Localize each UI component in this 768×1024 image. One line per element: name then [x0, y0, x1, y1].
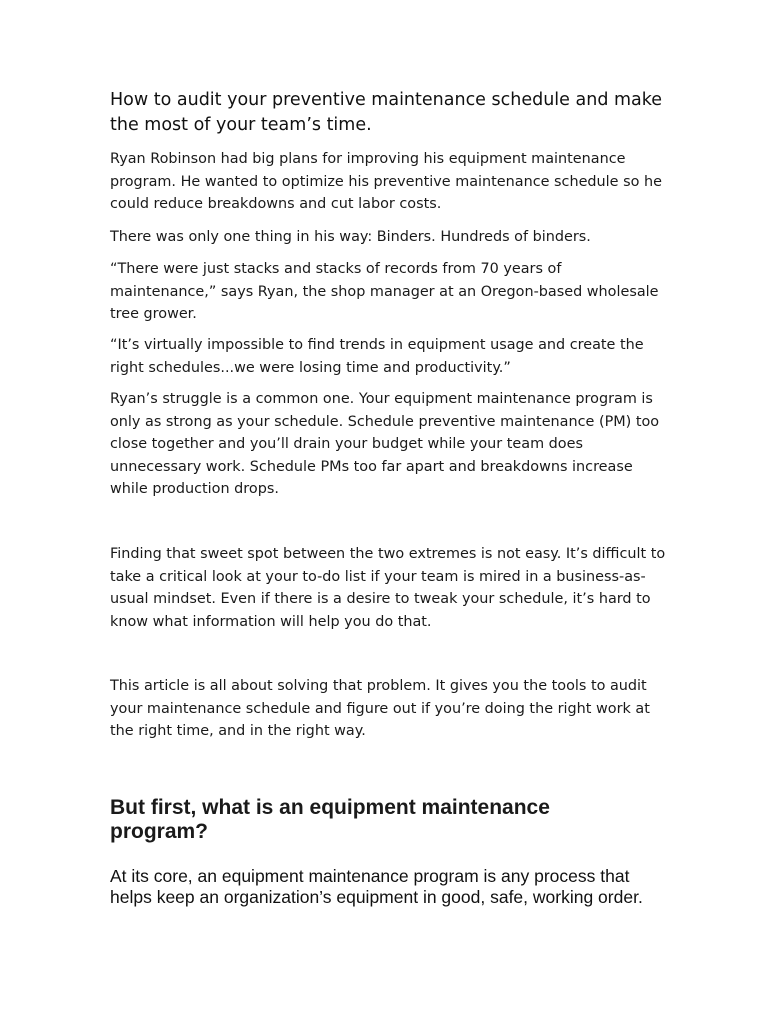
paragraph-intro: Ryan Robinson had big plans for improving his equipment maintenance program. He wanted to optimize his preventive maintenance schedule so he could reduce breakdowns and cut labor costs. [110, 151, 662, 212]
paragraph-binders: There was only one thing in his way: Binders. Hundreds of binders. [110, 229, 591, 245]
section-heading: But first, what is an equipment maintenance program? [110, 796, 550, 843]
paragraph-article-purpose: This article is all about solving that problem. It gives you the tools to audit your maintenance schedule and figure out if you’re doing the right work at the right time, and in the right way. [110, 678, 650, 739]
document-title: How to audit your preventive maintenance schedule and make the most of your team’s time. [110, 90, 663, 135]
section-lead-paragraph: At its core, an equipment maintenance program is any process that helps keep an organization’s equipment in good, safe, working order. [110, 866, 643, 907]
paragraph-struggle: Ryan’s struggle is a common one. Your equipment maintenance program is only as strong as your schedule. Schedule preventive maintenance (PM) too close together and you’ll drain your budget while your team does unnecessary work. Schedule PMs too far apart and breakdowns increase while production drops. [110, 391, 660, 497]
paragraph-quote-trends: “It’s virtually impossible to find trends in equipment usage and create the right schedules...we were losing time and productivity.” [110, 337, 644, 376]
paragraph-quote-records: “There were just stacks and stacks of records from 70 years of maintenance,” says Ryan, the shop manager at an Oregon-based wholesale tree grower. [110, 261, 659, 322]
paragraph-sweet-spot: Finding that sweet spot between the two extremes is not easy. It’s difficult to take a critical look at your to-do list if your team is mired in a business-as-usual mindset. Even if there is a desire to tweak your schedule, it’s hard to know what information will help you do that. [110, 546, 666, 630]
